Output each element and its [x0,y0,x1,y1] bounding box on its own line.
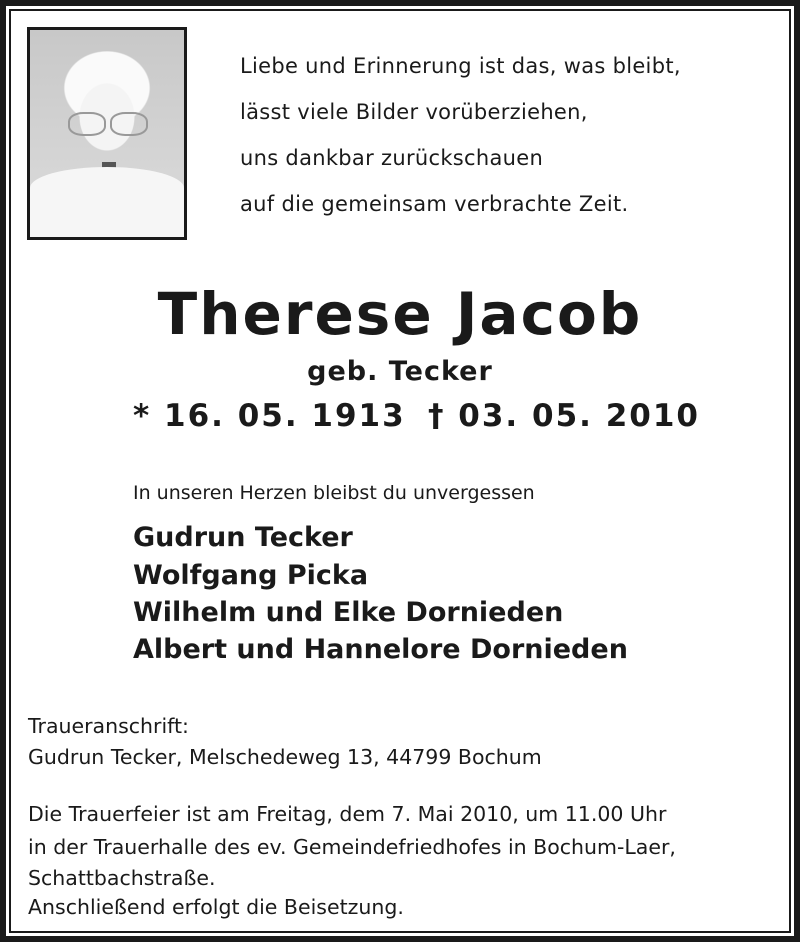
address-value: Gudrun Tecker, Melschedeweg 13, 44799 Bochum [28,745,542,769]
ceremony-line: Schattbachstraße. [28,866,216,890]
ceremony-line: Die Trauerfeier ist am Freitag, dem 7. Mai 2010, um 11.00 Uhr [28,802,667,826]
poem-line: lässt viele Bilder vorüberziehen, [240,100,588,124]
dedication: In unseren Herzen bleibst du unvergessen [133,482,535,504]
photo-detail [68,112,148,134]
birth-date: * 16. 05. 1913 [133,398,406,434]
ceremony-line: in der Trauerhalle des ev. Gemeindefriedhofes in Bochum-Laer, [28,835,676,859]
poem-line: Liebe und Erinnerung ist das, was bleibt, [240,54,681,78]
portrait-photo [27,27,187,240]
poem-line: uns dankbar zurückschauen [240,146,544,170]
mourner: Gudrun Tecker [133,522,353,553]
mourner: Wolfgang Picka [133,560,369,591]
poem-line: auf die gemeinsam verbrachte Zeit. [240,192,629,216]
death-date: † 03. 05. 2010 [428,398,700,434]
mourner: Albert und Hannelore Dornieden [133,634,628,665]
address-label: Traueranschrift: [28,714,189,738]
maiden-name: geb. Tecker [307,356,493,387]
ceremony-line: Anschließend erfolgt die Beisetzung. [28,895,404,919]
deceased-name: Therese Jacob [157,280,643,348]
photo-detail [30,167,184,237]
mourner: Wilhelm und Elke Dornieden [133,597,564,628]
